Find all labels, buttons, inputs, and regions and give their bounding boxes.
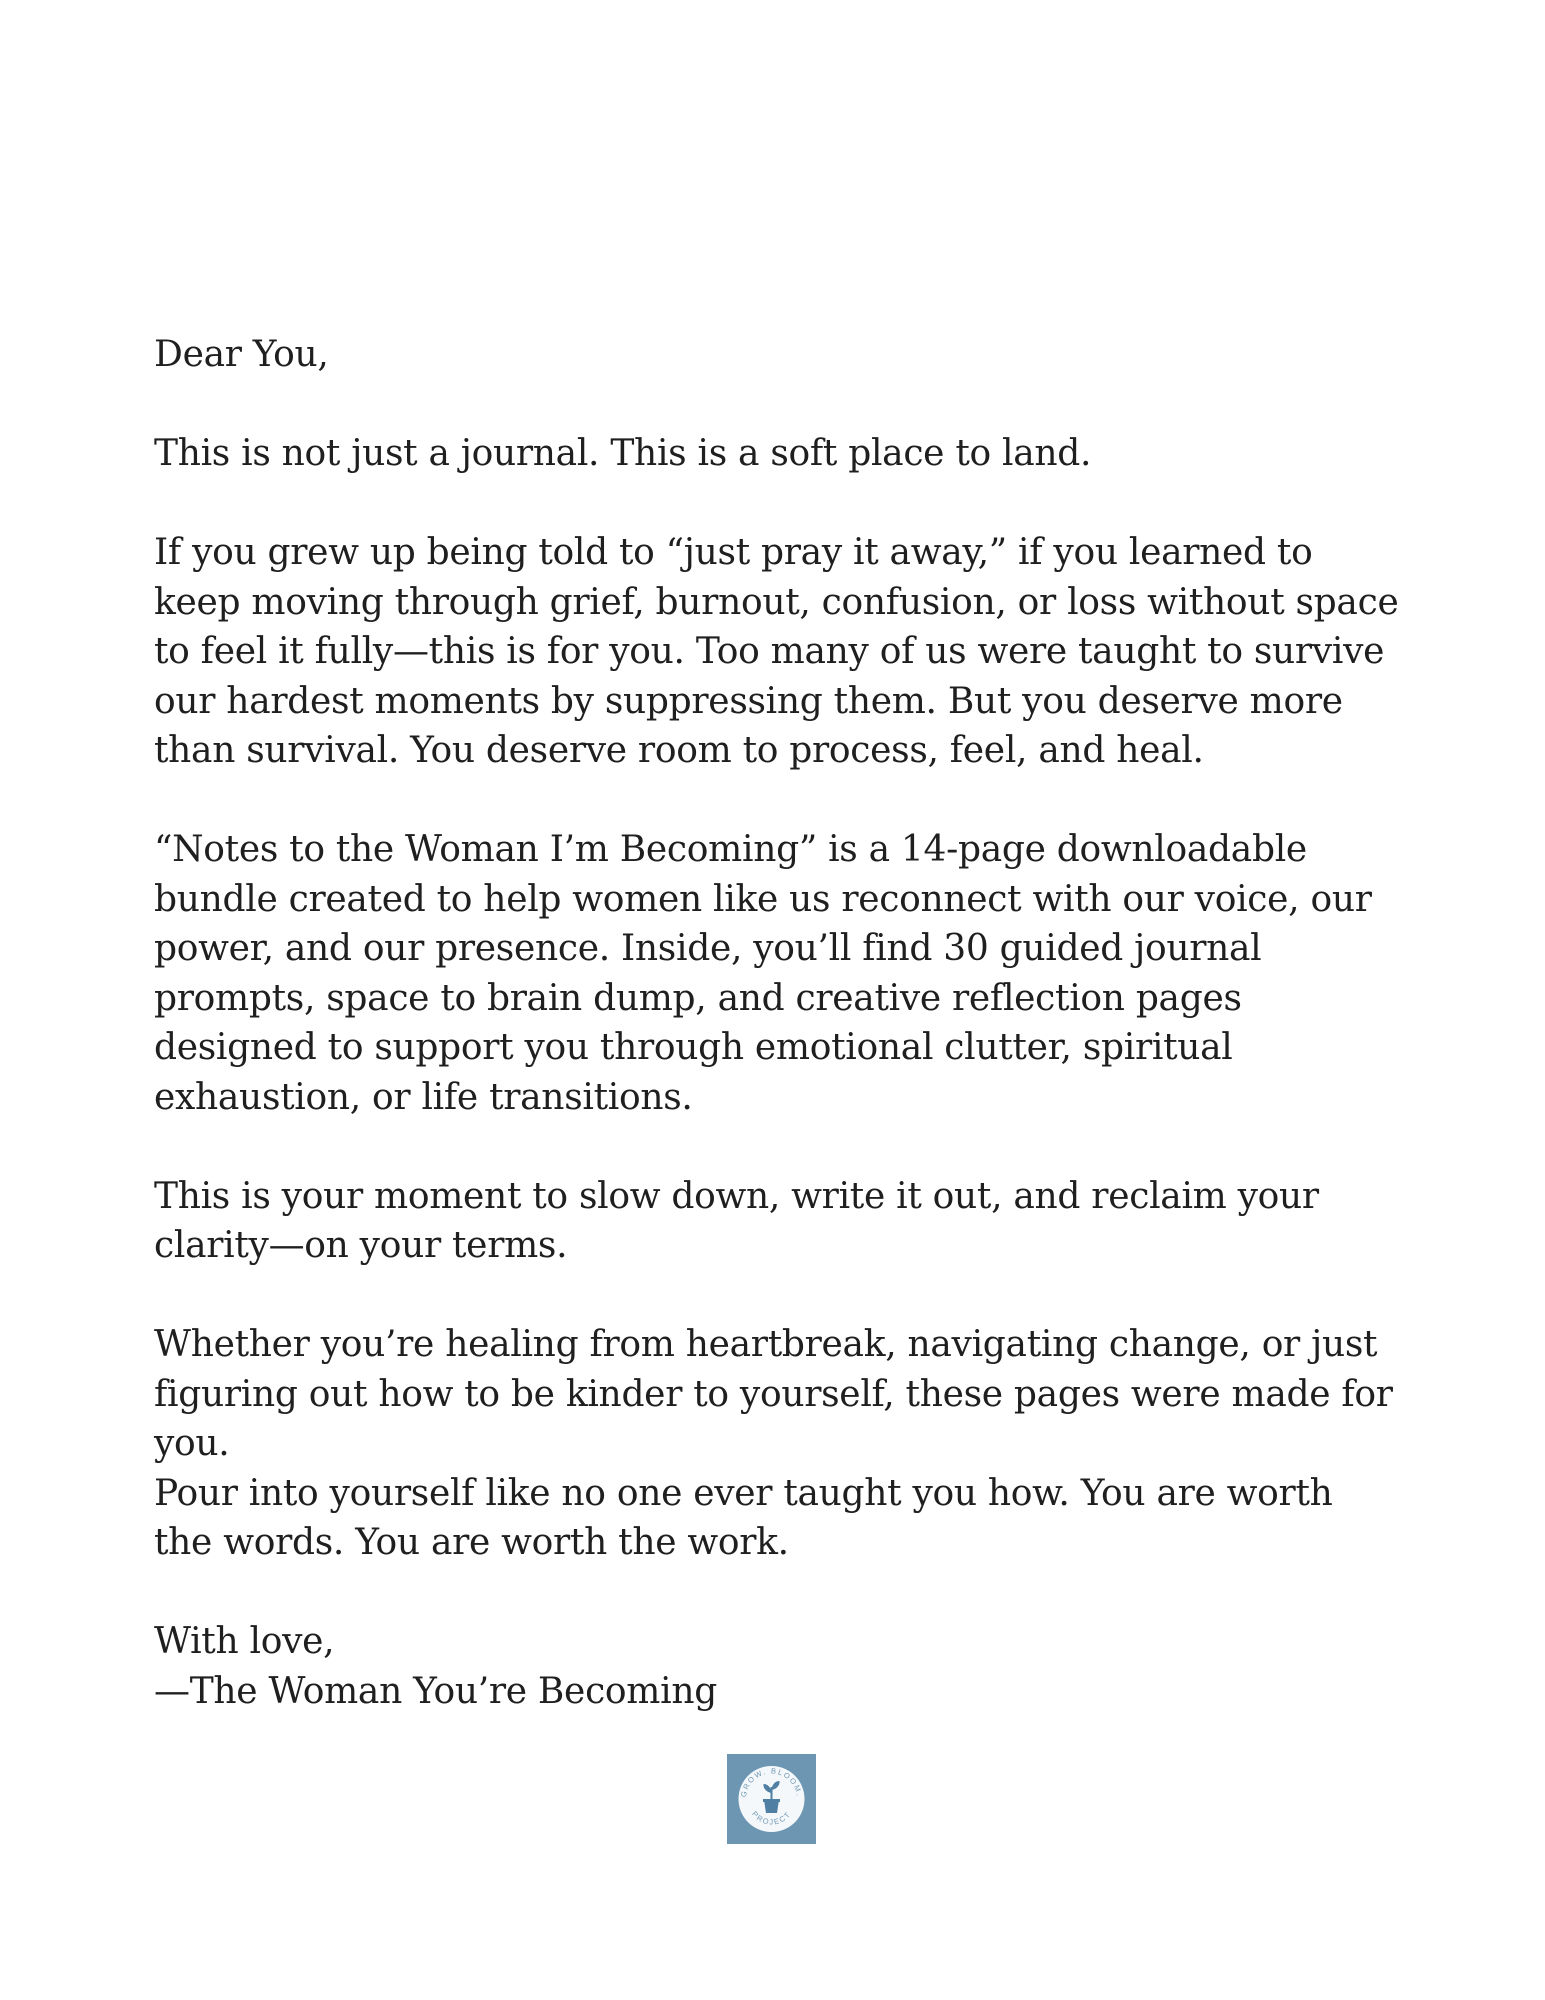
paragraph-slow-down: This is your moment to slow down, write it out, and reclaim your clarity—on your terms.	[154, 1175, 1319, 1266]
closing: With love,	[154, 1621, 335, 1662]
letter-body	[154, 330, 1399, 1716]
intro-paragraph: This is not just a journal. This is a soft place to land.	[154, 433, 1092, 474]
svg-text:GROW. BLOOM.: GROW. BLOOM.	[738, 1766, 804, 1798]
paragraph-grew-up: If you grew up being told to “just pray it away,” if you learned to keep moving through grief, burnout, confusion, or loss without space to feel it fully—this is for you. Too many of us were taught to survive our hardest moments by suppressing them. But you deserve more than survival. You deserve room to process, feel, and heal.	[154, 532, 1399, 771]
signature: —The Woman You’re Becoming	[154, 1670, 717, 1712]
paragraph-pour-into-yourself: Pour into yourself like no one ever taught you how. You are worth the words. You are worth the work.	[154, 1472, 1333, 1563]
svg-text:PROJECT: PROJECT	[750, 1809, 793, 1827]
grow-bloom-project-logo	[727, 1754, 816, 1844]
paragraph-healing: Whether you’re healing from heartbreak, navigating change, or just figuring out how to be kinder to yourself, these pages were made for you.	[154, 1324, 1393, 1464]
paragraph-bundle-description: “Notes to the Woman I’m Becoming” is a 14-page downloadable bundle created to help women like us reconnect with our voice, our power, and our presence. Inside, you’ll find 30 guided journal prompts, space to brain dump, and creative reflection pages designed to support you through emotional clutter, spiritual exhaustion, or life transitions.	[154, 829, 1372, 1118]
salutation: Dear You,	[154, 334, 329, 375]
